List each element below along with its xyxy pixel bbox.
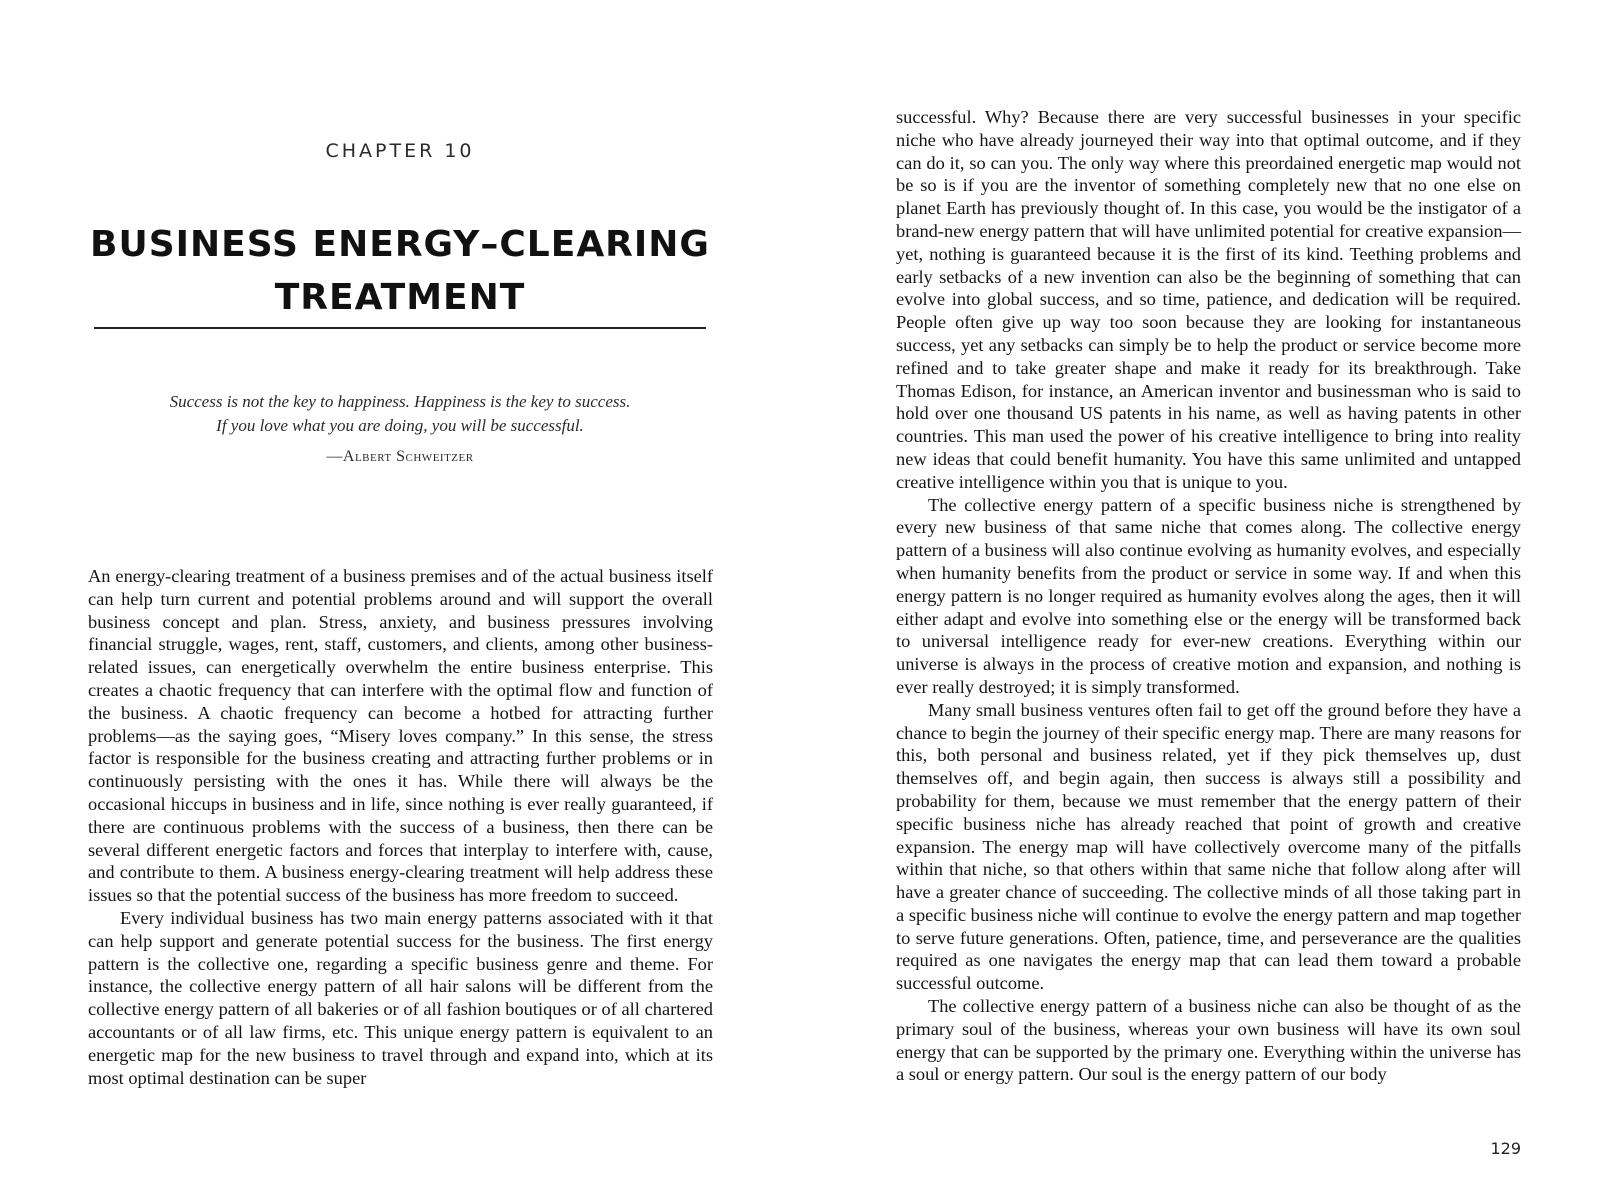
paragraph: successful. Why? Because there are very successful businesses in your specific niche who have already journeyed their way into that optimal outcome, and if they can do it, so can you. The only way where this preordained energetic map would not be so is if you are the inventor of something completely new that no one else on planet Earth has previously thought of. In this case, you would be the instigator of a brand-new energy pattern that will have unlimited potential for creative expansion—yet, nothing is guaranteed because it is the first of its kind. Teething problems and early setbacks of a new invention can also be the beginning of something that can evolve into global success, and so time, patience, and dedication will be required. People often give up way too soon because they are looking for instantaneous success, yet any setbacks can simply be to help the product or service become more refined and to take greater shape and make it ready for its breakthrough. Take Thomas Edison, for instance, an American inventor and businessman who is said to hold over one thousand US patents in his name, as well as having patents in other countries. This man used the power of his creative intelligence to bring into reality new ideas that could benefit humanity. You have this same unlimited and untapped creative intelligence within you that is unique to you.	[896, 107, 1521, 492]
epigraph-attribution: —Albert Schweitzer	[326, 448, 474, 465]
paragraph: Every individual business has two main energy patterns associated with it that can help support and generate potential success for the business. The first energy pattern is the collective one, regarding a specific business genre and theme. For instance, the collective energy pattern of all hair salons will be different from the collective energy pattern of all bakeries or of all fashion boutiques or of all chartered accountants or of all law firms, etc. This unique energy pattern is equivalent to an energetic map for the new business to travel through and expand into, which at its most optimal destination can be super	[88, 907, 713, 1088]
page-number: 129	[1490, 1139, 1521, 1158]
left-body-text	[88, 565, 713, 1089]
epigraph	[90, 390, 710, 438]
paragraph: An energy-clearing treatment of a business premises and of the actual business itself can help turn current and potential problems around and will support the overall business concept and plan. Stress, anxiety, and business pressures involving financial struggle, wages, rent, staff, customers, and clients, among other business-related issues, can energetically overwhelm the entire business enterprise. This creates a chaotic frequency that can interfere with the optimal flow and function of the business. A chaotic frequency can become a hotbed for attracting further problems—as the saying goes, “Misery loves company.” In this sense, the stress factor is responsible for the business creating and attracting further problems or in continuously persisting with the ones it has. While there will always be the occasional hiccups in business and in life, since nothing is ever really guaranteed, if there are continuous problems with the success of a business, then there can be several different energetic factors and forces that interplay to interfere with, cause, and contribute to them. A business energy-clearing treatment will help address these issues so that the potential success of the business has more freedom to succeed.	[88, 566, 713, 906]
paragraph: The collective energy pattern of a business niche can also be thought of as the primary soul of the business, whereas your own business will have its own soul energy that can be supported by the primary one. Everything within the universe has a soul or energy pattern. Our soul is the energy pattern of our body	[896, 996, 1521, 1085]
chapter-title: BUSINESS ENERGY–CLEARING TREATMENT	[90, 224, 710, 318]
chapter-label: CHAPTER 10	[325, 140, 475, 162]
right-body-text	[896, 106, 1521, 1086]
paragraph: The collective energy pattern of a specific business niche is strengthened by every new business of that same niche that comes along. The collective energy pattern of a business will also continue evolving as humanity evolves, and especially when humanity benefits from the product or service in some way. If and when this energy pattern is no longer required as humanity evolves along the ages, then it will either adapt and evolve into something else or the energy will be transformed back to universal intelligence ready for ever-new creations. Everything within our universe is always in the process of creative motion and expansion, and nothing is ever really destroyed; it is simply transformed.	[896, 494, 1521, 697]
title-divider	[94, 327, 706, 329]
paragraph: Many small business ventures often fail to get off the ground before they have a chance to begin the journey of their specific energy map. There are many reasons for this, both personal and business related, yet if they pick themselves up, dust themselves off, and begin again, then success is always still a possibility and probability for them, because we must remember that the energy pattern of their specific business niche has already reached that point of growth and creative expansion. The energy map will have collectively overcome many of the pitfalls within that niche, so that others within that same niche that follow along after will have a greater chance of succeeding. The collective minds of all those taking part in a specific business niche will continue to evolve the energy pattern and map together to serve future generations. Often, patience, time, and perseverance are the qualities required as one navigates the energy map that can lead them toward a probable successful outcome.	[896, 699, 1521, 994]
epigraph-line: Success is not the key to happiness. Happiness is the key to success.	[169, 392, 631, 411]
right-page	[800, 0, 1600, 1200]
epigraph-line: If you love what you are doing, you will be successful.	[216, 416, 584, 435]
